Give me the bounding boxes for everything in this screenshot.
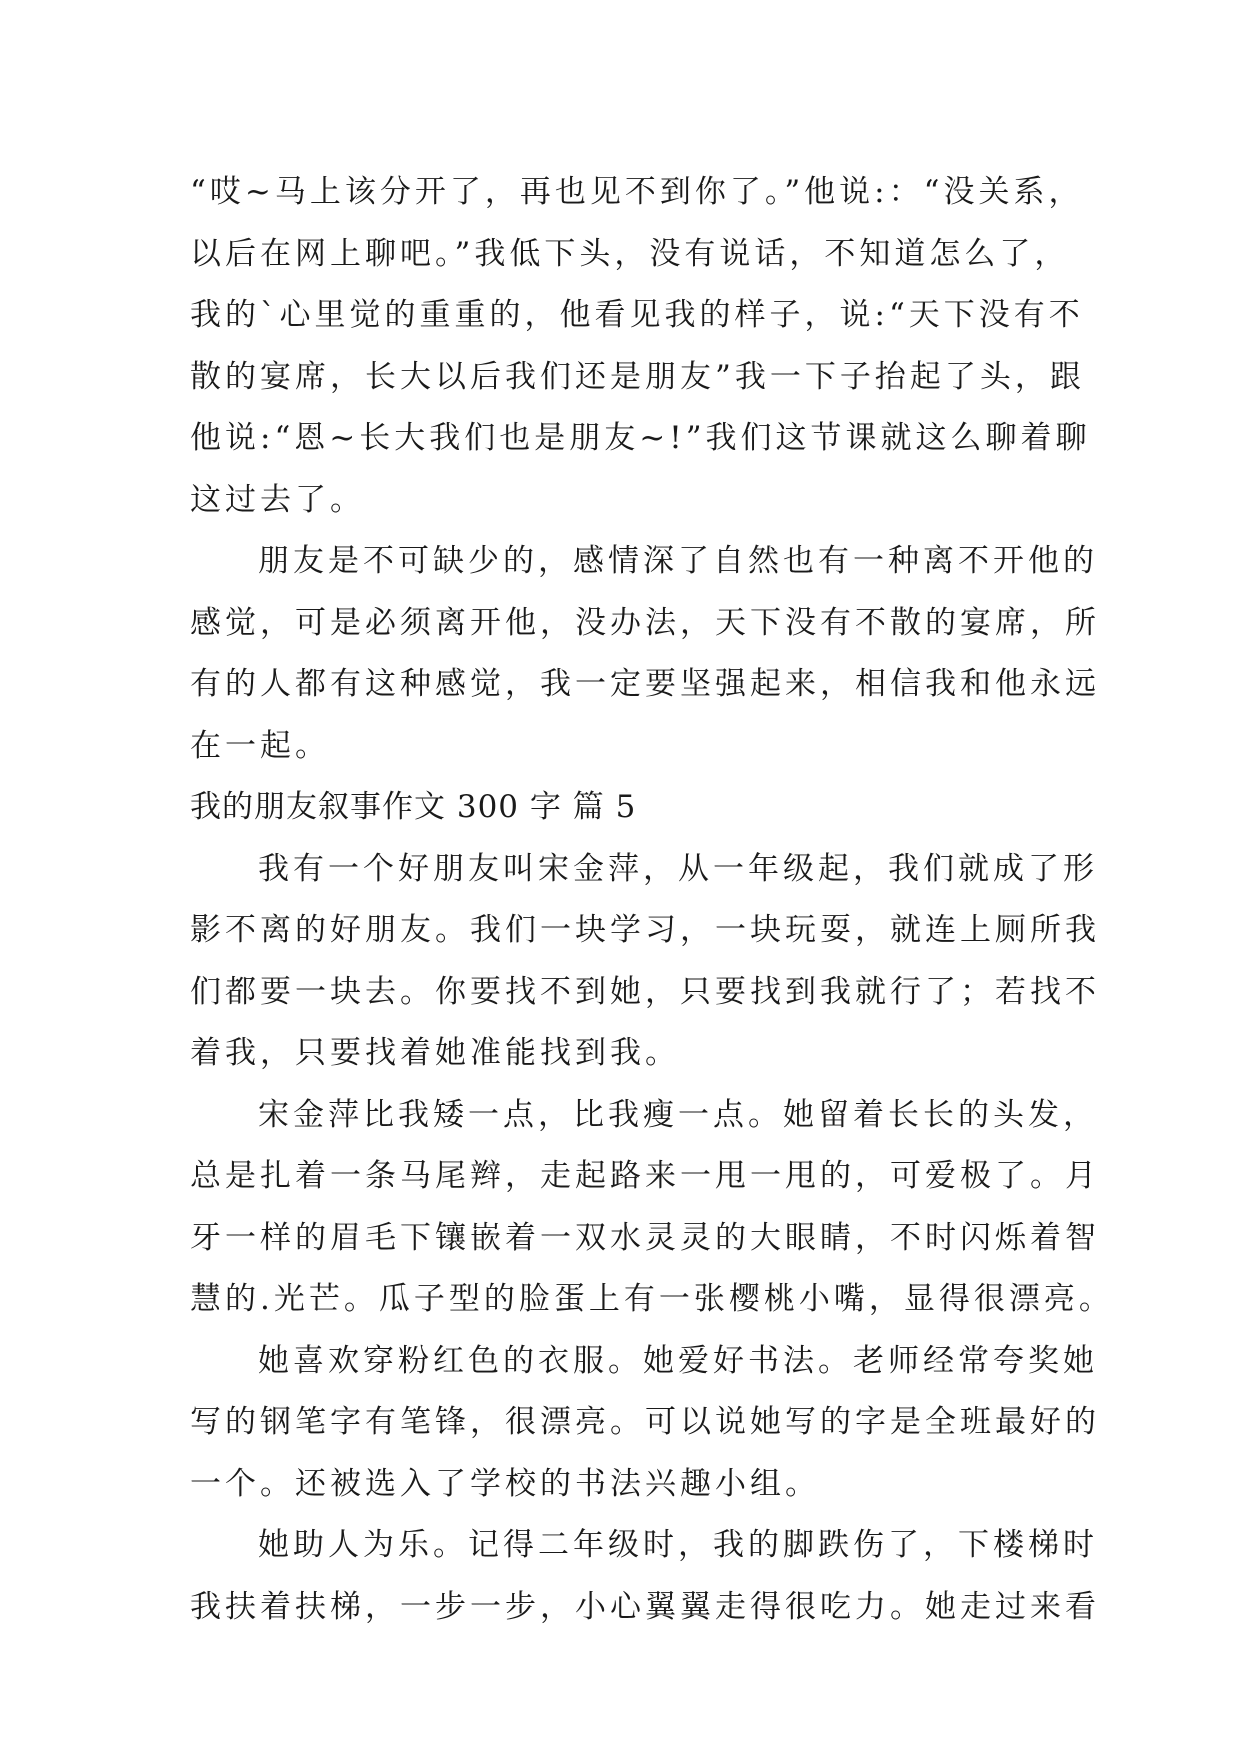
text-line: 影不离的好朋友。我们一块学习，一块玩耍，就连上厕所我: [190, 912, 1100, 948]
text-line: 我有一个好朋友叫宋金萍，从一年级起，我们就成了形: [258, 850, 1098, 887]
text-line: 散的宴席，长大以后我们还是朋友”我一下子抬起了头，跟: [190, 358, 1085, 395]
text-line: 一个。还被选入了学校的书法兴趣小组。: [190, 1465, 820, 1502]
text-line: 慧的.光芒。瓜子型的脸蛋上有一张樱桃小嘴，显得很漂亮。: [190, 1281, 1114, 1317]
text-line: 这过去了。: [190, 481, 365, 518]
text-line: 着我，只要找着她准能找到我。: [190, 1035, 680, 1071]
text-line: 我扶着扶梯，一步一步，小心翼翼走得很吃力。她走过来看: [190, 1588, 1100, 1625]
text-line: 们都要一块去。你要找不到她，只要找到我就行了；若找不: [190, 973, 1100, 1010]
text-line: 以后在网上聊吧。”我低下头，没有说话，不知道怎么了，: [190, 235, 1070, 272]
text-line: 朋友是不可缺少的，感情深了自然也有一种离不开他的: [258, 543, 1098, 579]
text-line: 有的人都有这种感觉，我一定要坚强起来，相信我和他永远: [190, 666, 1100, 702]
section-heading: 我的朋友叙事作文 300 字 篇 5: [190, 789, 637, 825]
text-line: 感觉，可是必须离开他，没办法，天下没有不散的宴席，所: [190, 604, 1100, 641]
text-line: 她喜欢穿粉红色的衣服。她爱好书法。老师经常夸奖她: [258, 1342, 1098, 1379]
text-line: 宋金萍比我矮一点，比我瘦一点。她留着长长的头发，: [258, 1096, 1098, 1133]
text-line: 她助人为乐。记得二年级时，我的脚跌伤了，下楼梯时: [258, 1527, 1098, 1563]
document-page: [190, 162, 1114, 1638]
text-line: “哎~马上该分开了，再也见不到你了。”他说:：“没关系，: [190, 174, 1084, 210]
text-line: 写的钢笔字有笔锋，很漂亮。可以说她写的字是全班最好的: [190, 1404, 1100, 1440]
text-line: 在一起。: [190, 727, 330, 764]
text-line: 牙一样的眉毛下镶嵌着一双水灵灵的大眼睛，不时闪烁着智: [190, 1219, 1100, 1256]
text-line: 他说:“恩~长大我们也是朋友~!”我们这节课就这么聊着聊: [190, 420, 1091, 456]
text-line: 总是扎着一条马尾辫，走起路来一甩一甩的，可爱极了。月: [190, 1158, 1100, 1194]
text-line: 我的`心里觉的重重的，他看见我的样子，说:“天下没有不: [190, 297, 1084, 333]
